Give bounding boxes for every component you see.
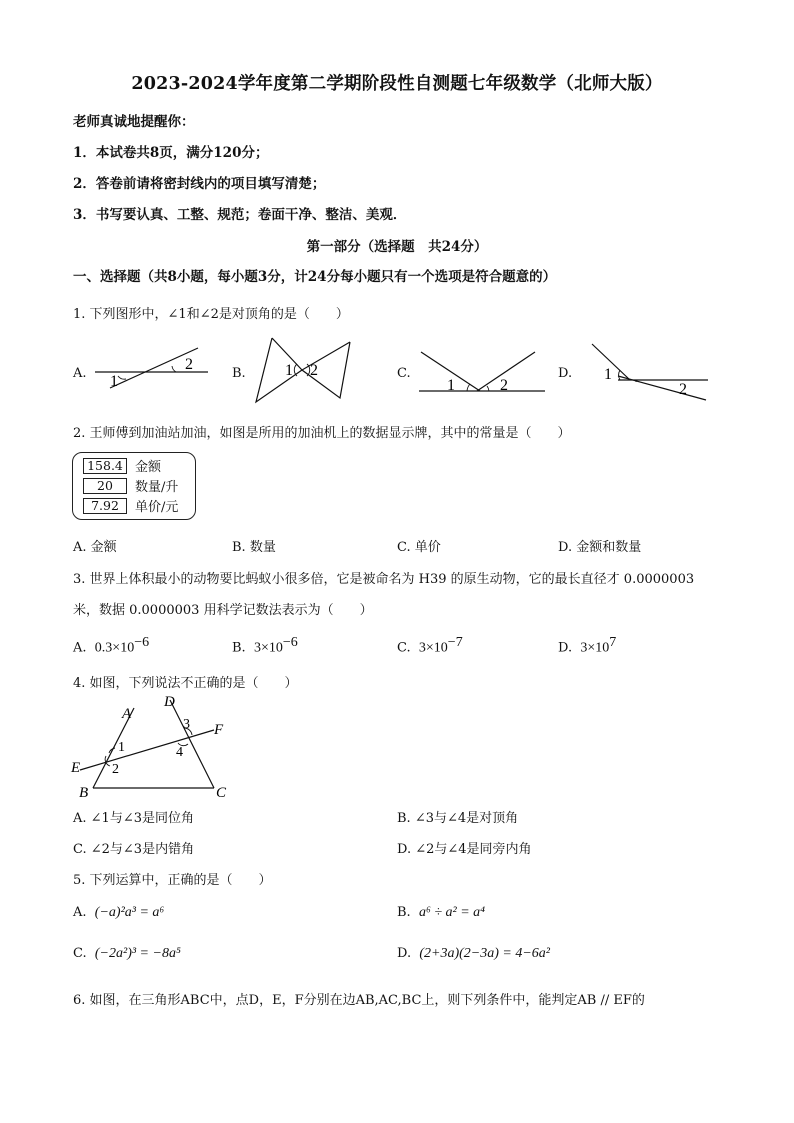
- q3-option-a: A. $0.3\times 10^{-6}$: [73, 635, 150, 656]
- q5-stem: 5. 下列运算中，正确的是（ ）: [73, 873, 272, 888]
- reminder-item: 1．本试卷共8页，满分120分；: [73, 145, 269, 161]
- q3-stem-line2: 米，数据 0.0000003 用科学记数法表示为（ ）: [73, 603, 373, 618]
- pump-value: 20: [83, 478, 127, 494]
- q4-option-d: D. ∠2与∠4是同旁内角: [397, 842, 532, 857]
- pump-row-quantity: [83, 477, 178, 494]
- q4-label-e: E: [71, 760, 81, 776]
- q1c-label-2: 2: [500, 377, 508, 394]
- q4-label-c: C: [216, 785, 227, 801]
- fuel-pump-display: [72, 452, 196, 520]
- q3-option-c: C. $3\times 10^{-7}$: [397, 635, 463, 656]
- q4-option-a: A. ∠1与∠3是同位角: [73, 811, 194, 826]
- q1a-label-1: 1: [110, 373, 118, 390]
- q4-option-c: C. ∠2与∠3是内错角: [73, 842, 195, 857]
- pump-label: 单价/元: [135, 500, 179, 515]
- pump-label: 金额: [135, 460, 162, 475]
- q2-option-b: B. 数量: [232, 540, 276, 555]
- q1a-label-2: 2: [185, 356, 193, 373]
- q4-label-d: D: [164, 694, 175, 710]
- part-heading: 第一部分（选择题 共24分）: [306, 239, 488, 255]
- q1-option-d: D.: [558, 366, 573, 381]
- q4-label-3: 3: [183, 717, 190, 732]
- pump-row-unit-price: [83, 497, 178, 514]
- reminder-item: 2．答卷前请将密封线内的项目填写清楚；: [73, 176, 326, 192]
- q2-option-c: C. 单价: [397, 540, 441, 555]
- q1-option-b: B.: [232, 366, 246, 381]
- q3-option-d: D. $3\times 10^7$: [558, 635, 617, 656]
- q5-option-d: D. (2+3a)(2−3a) = 4−6a²: [397, 946, 550, 961]
- q4-label-b: B: [79, 785, 89, 801]
- q3-option-b: B. $3\times 10^{-6}$: [232, 635, 298, 656]
- q5-option-a: A. (−a)²a³ = a⁶: [73, 905, 165, 920]
- q1d-label-1: 1: [604, 366, 612, 383]
- q4-label-2: 2: [112, 762, 119, 777]
- q2-stem: 2. 王师傅到加油站加油，如图是所用的加油机上的数据显示牌，其中的常量是（ ）: [73, 426, 571, 441]
- reminder-item: 3．书写要认真、工整、规范；卷面干净、整洁、美观．: [73, 207, 407, 223]
- q2-option-d: D. 金额和数量: [558, 540, 642, 555]
- q1b-label-1: 1: [285, 362, 293, 379]
- q1-figure-a: [90, 346, 215, 391]
- q2-option-a: A. 金额: [73, 540, 117, 555]
- q1-option-a: A.: [73, 366, 87, 381]
- q1c-label-1: 1: [447, 377, 455, 394]
- q4-label-a: A: [122, 706, 132, 722]
- pump-label: 数量/升: [135, 480, 179, 495]
- q1-option-c: C.: [397, 366, 411, 381]
- q6-stem: 6. 如图，在三角形ABC中，点D，E，F分别在边AB,AC,BC上，则下列条件中，能判定AB // EF的: [73, 993, 645, 1008]
- q4-label-1: 1: [118, 740, 125, 755]
- q5-option-c: C. (−2a²)³ = −8a⁵: [73, 946, 181, 961]
- q4-label-4: 4: [176, 745, 183, 760]
- pump-value: 158.4: [83, 458, 127, 474]
- q1d-label-2: 2: [679, 381, 687, 398]
- q4-triangle-figure: [66, 690, 246, 802]
- q3-stem-line1: 3. 世界上体积最小的动物要比蚂蚁小很多倍，它是被命名为 H39 的原生动物，它的最长直径才 0.0000003: [73, 572, 695, 587]
- q4-stem: 4. 如图，下列说法不正确的是（ ）: [73, 676, 298, 691]
- q1-figure-c: [415, 348, 550, 398]
- q1-figure-d: [578, 342, 713, 404]
- q1-figure-b: [250, 336, 360, 406]
- page-title: 2023-2024学年度第二学期阶段性自测题七年级数学（北师大版）: [131, 74, 663, 94]
- q1b-label-2: 2: [310, 362, 318, 379]
- q1-stem: 1. 下列图形中，∠1和∠2是对顶角的是（ ）: [73, 307, 349, 322]
- q4-option-b: B. ∠3与∠4是对顶角: [397, 811, 519, 826]
- pump-value: 7.92: [83, 498, 127, 514]
- reminder-heading: 老师真诚地提醒你：: [73, 114, 195, 130]
- q4-label-f: F: [214, 722, 224, 738]
- q5-option-b: B. a⁶ ÷ a² = a⁴: [397, 905, 486, 920]
- pump-row-amount: [83, 457, 161, 474]
- section-heading: 一、选择题（共8小题，每小题3分，计24分每小题只有一个选项是符合题意的）: [73, 269, 557, 285]
